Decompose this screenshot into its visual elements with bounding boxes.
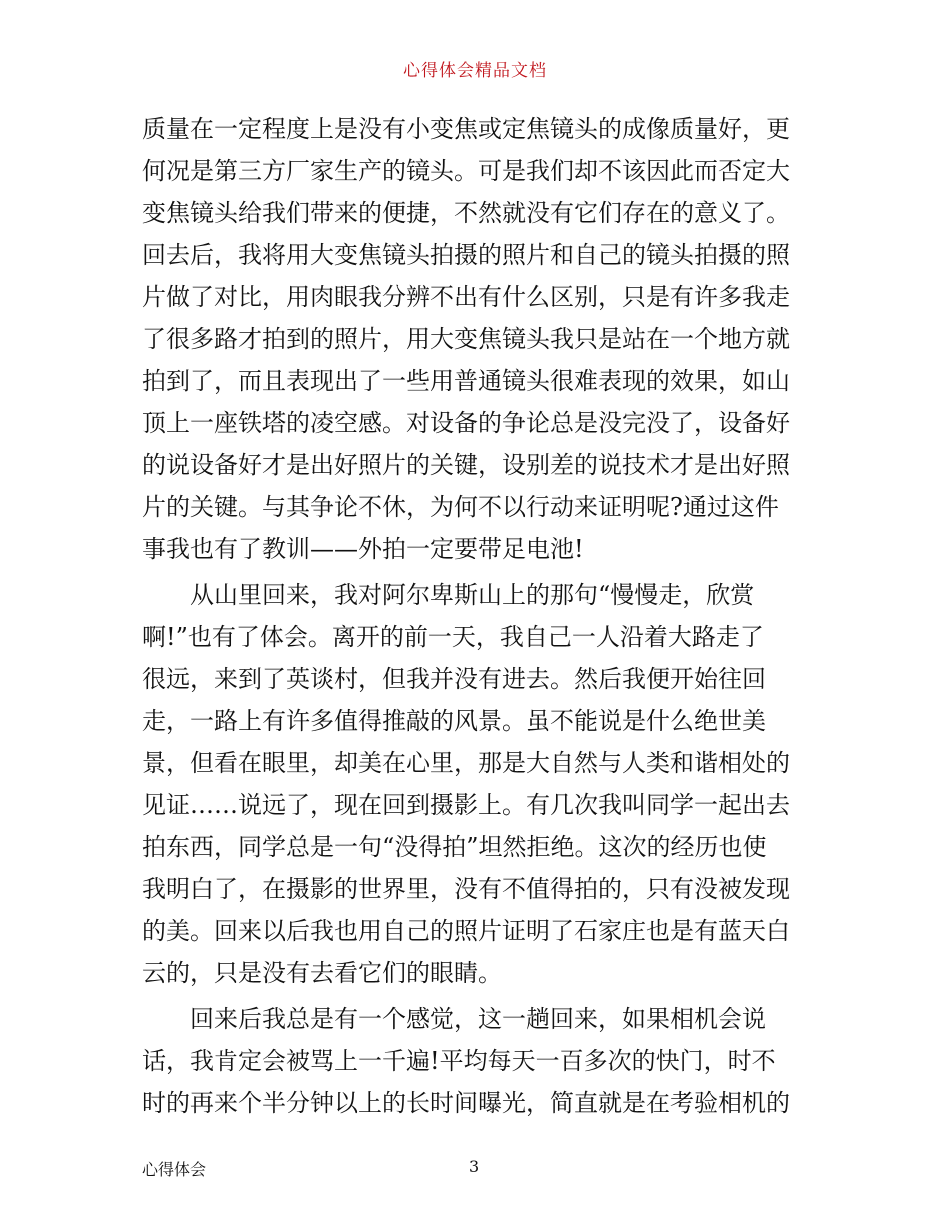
text-line: 云的，只是没有去看它们的眼睛。	[142, 959, 502, 987]
text-line: 我明白了，在摄影的世界里，没有不值得拍的，只有没被发现	[142, 875, 790, 903]
text-line: 事我也有了教训——外拍一定要带足电池!	[142, 535, 584, 563]
text-line: 何况是第三方厂家生产的镜头。可是我们却不该因此而否定大	[142, 157, 790, 185]
text-line: 景，但看在眼里，却美在心里，那是大自然与人类和谐相处的	[142, 749, 790, 777]
text-line: 回来后我总是有一个感觉，这一趟回来，如果相机会说	[142, 1005, 766, 1033]
document-body	[142, 108, 812, 1124]
text-line: 时的再来个半分钟以上的长时间曝光，简直就是在考验相机的	[142, 1089, 790, 1117]
text-line: 了很多路才拍到的照片，用大变焦镜头我只是站在一个地方就	[142, 325, 790, 353]
text-line: 顶上一座铁塔的凌空感。对设备的争论总是没完没了，设备好	[142, 409, 790, 437]
text-line: 变焦镜头给我们带来的便捷，不然就没有它们存在的意义了。	[142, 199, 790, 227]
document-header-title: 心得体会精品文档	[403, 61, 547, 81]
text-line: 拍东西，同学总是一句“没得拍”坦然拒绝。这次的经历也使	[142, 833, 767, 861]
text-line: 质量在一定程度上是没有小变焦或定焦镜头的成像质量好，更	[142, 115, 790, 143]
text-line: 啊!”也有了体会。离开的前一天，我自己一人沿着大路走了	[142, 623, 764, 651]
text-line: 片的关键。与其争论不休，为何不以行动来证明呢?通过这件	[142, 493, 779, 521]
paragraph-3	[142, 998, 812, 1124]
text-line: 从山里回来，我对阿尔卑斯山上的那句“慢慢走，欣赏	[142, 581, 755, 609]
text-line: 的美。回来以后我也用自己的照片证明了石家庄也是有蓝天白	[142, 917, 790, 945]
text-line: 回去后，我将用大变焦镜头拍摄的照片和自己的镜头拍摄的照	[142, 241, 790, 269]
text-line: 很远，来到了英谈村，但我并没有进去。然后我便开始往回	[142, 665, 766, 693]
text-line: 话，我肯定会被骂上一千遍!平均每天一百多次的快门，时不	[142, 1047, 776, 1075]
paragraph-2	[142, 574, 812, 994]
text-line: 的说设备好才是出好照片的关键，设别差的说技术才是出好照	[142, 451, 790, 479]
text-line: 片做了对比，用肉眼我分辨不出有什么区别，只是有许多我走	[142, 283, 790, 311]
text-line: 走，一路上有许多值得推敲的风景。虽不能说是什么绝世美	[142, 707, 766, 735]
text-line: 见证……说远了，现在回到摄影上。有几次我叫同学一起出去	[142, 791, 790, 819]
footer-label: 心得体会	[142, 1160, 207, 1179]
text-line: 拍到了，而且表现出了一些用普通镜头很难表现的效果，如山	[142, 367, 790, 395]
page-number: 3	[469, 1157, 480, 1176]
paragraph-1	[142, 108, 812, 570]
